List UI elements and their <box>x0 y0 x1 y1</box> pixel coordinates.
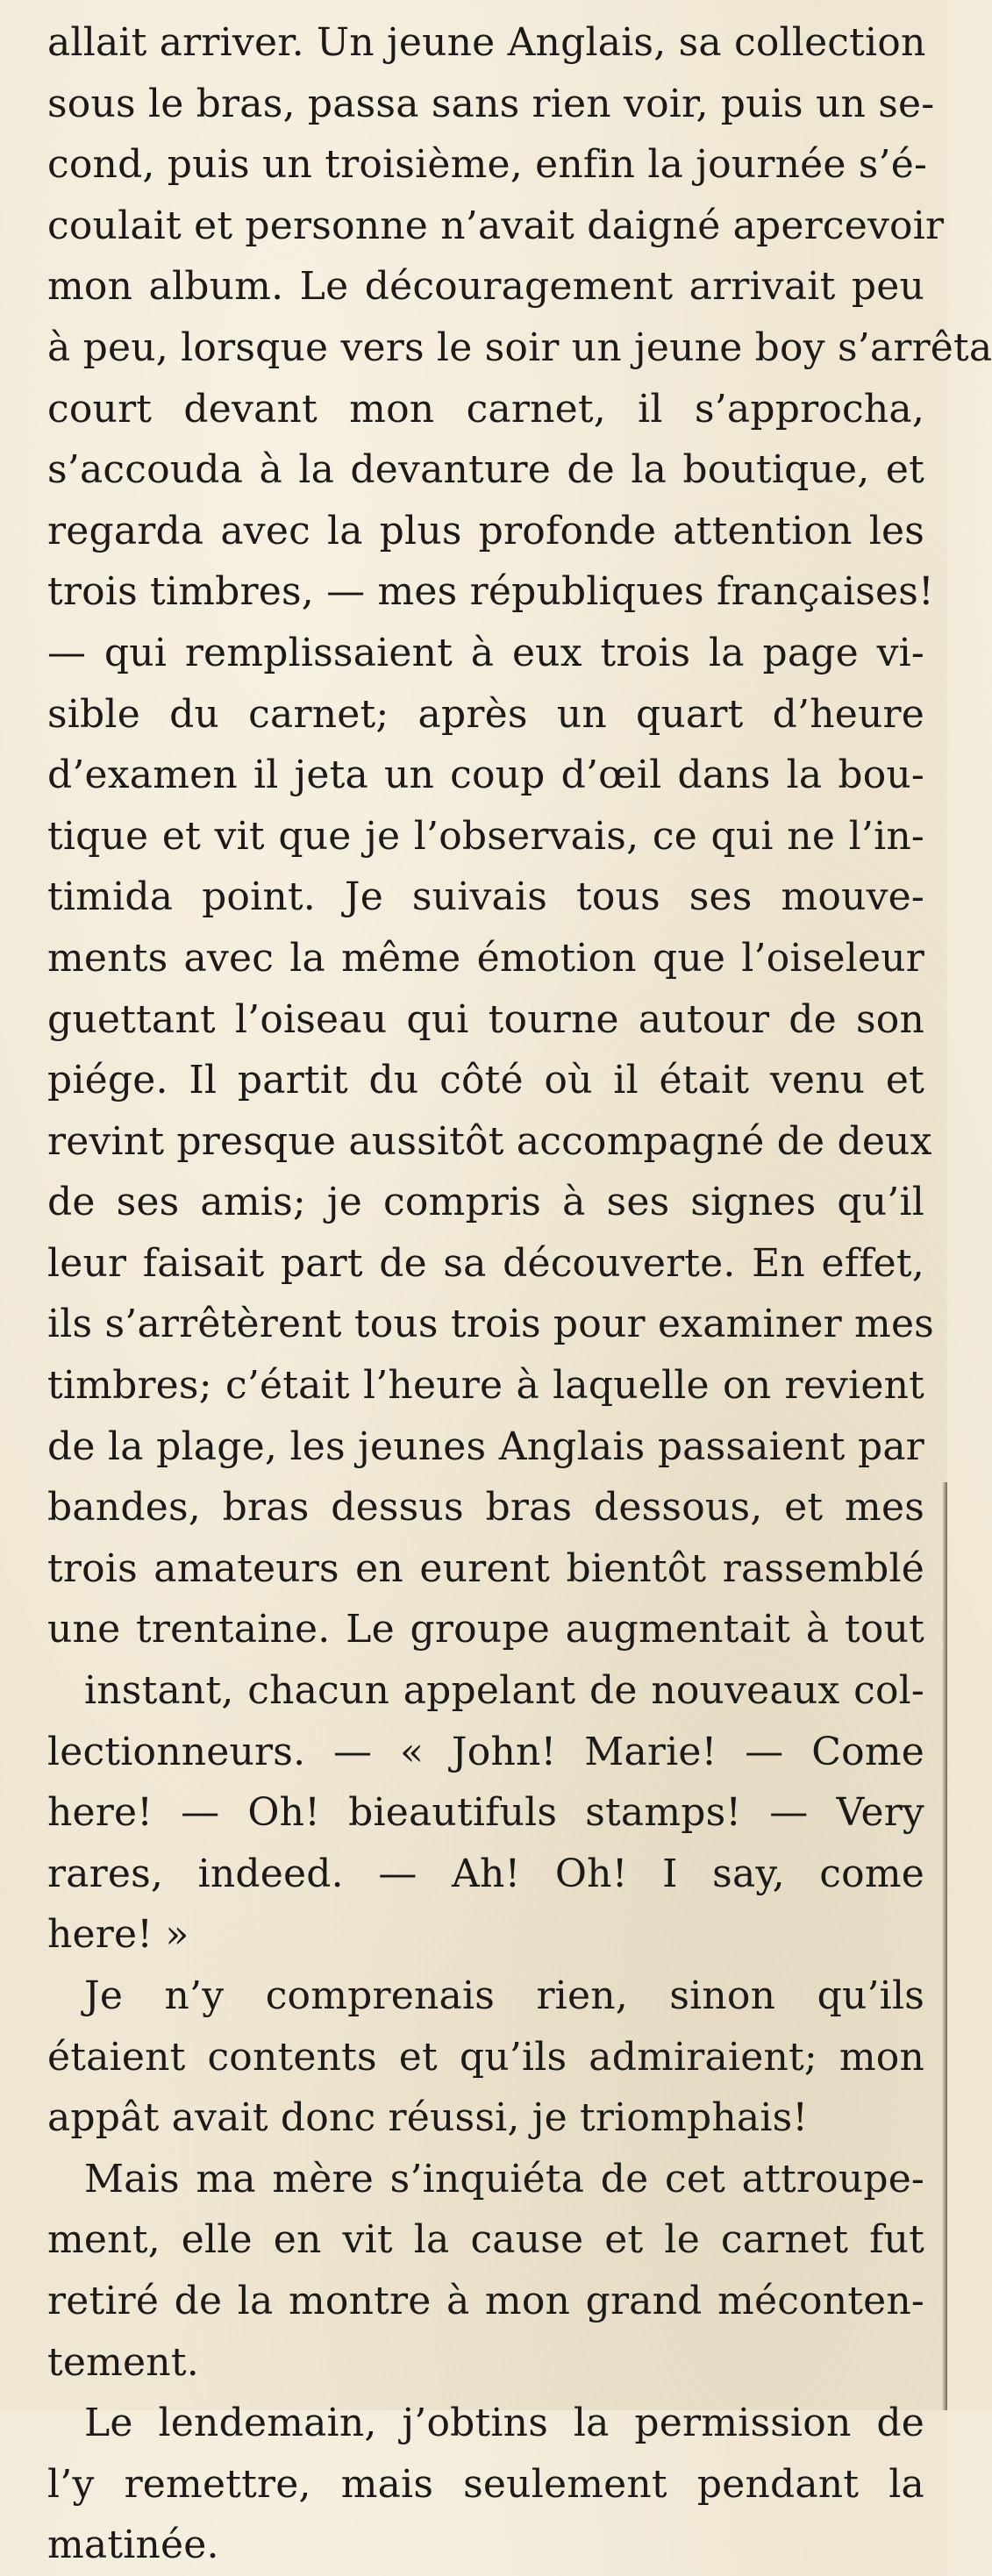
text-line: mon album. Le découragement arrivait peu <box>47 264 924 310</box>
text-line: cond, puis un troisième, enfin la journée s’é- <box>47 142 928 188</box>
text-line: piége. Il partit du côté où il était venu et <box>47 1058 924 1103</box>
text-line: de la plage, les jeunes Anglais passaient par <box>47 1424 924 1469</box>
text-line: ment, elle en vit la cause et le carnet fut <box>47 2217 924 2263</box>
text-line: matinée. <box>47 2522 219 2568</box>
paragraph-3 <box>47 2149 924 2393</box>
text-line: court devant mon carnet, il s’approcha, <box>47 386 924 432</box>
paragraph-4 <box>47 2393 924 2576</box>
page-edge-shadow <box>942 1482 947 2410</box>
text-line: lectionneurs. — « John! Marie! — Come <box>47 1729 924 1774</box>
text-line: à peu, lorsque vers le soir un jeune boy s’arrêta <box>47 325 992 370</box>
text-line: Le lendemain, j’obtins la permission de <box>84 2401 924 2446</box>
text-line: Je n’y comprenais rien, sinon qu’ils <box>84 1973 924 2018</box>
text-line: d’examen il jeta un coup d’œil dans la bou- <box>47 753 924 798</box>
text-line: timida point. Je suivais tous ses mouve- <box>47 874 924 920</box>
text-line: appât avait donc réussi, je triomphais! <box>47 2095 809 2141</box>
text-line: s’accouda à la devanture de la boutique, et <box>47 447 924 493</box>
text-line: leur faisait part de sa découverte. En effet, <box>47 1240 924 1286</box>
text-line: ments avec la même émotion que l’oiseleur <box>47 935 924 981</box>
text-line: here! » <box>47 1912 189 1958</box>
text-line: allait arriver. Un jeune Anglais, sa collection <box>47 20 926 65</box>
text-line: timbres; c’était l’heure à laquelle on revient <box>47 1363 924 1409</box>
text-line: tement. <box>47 2339 199 2385</box>
paragraph-2 <box>47 1966 924 2149</box>
text-line: trois timbres, — mes républiques françaises! <box>47 569 934 615</box>
text-line: instant, chacun appelant de nouveaux col- <box>84 1668 924 1714</box>
text-line: sous le bras, passa sans rien voir, puis un se- <box>47 81 935 126</box>
text-line: étaient contents et qu’ils admiraient; mon <box>47 2034 924 2080</box>
text-line: tique et vit que je l’observais, ce qui ne l’in- <box>47 813 924 859</box>
text-line: rares, indeed. — Ah! Oh! I say, come <box>47 1851 924 1896</box>
text-line: coulait et personne n’avait daigné apercevoir <box>47 203 945 248</box>
text-line: ils s’arrêtèrent tous trois pour examiner mes <box>47 1302 934 1347</box>
text-line: trois amateurs en eurent bientôt rassemblé <box>47 1545 924 1591</box>
text-line: guettant l’oiseau qui tourne autour de son <box>47 996 924 1042</box>
text-line: sible du carnet; après un quart d’heure <box>47 691 924 737</box>
text-line: — qui remplissaient à eux trois la page vi- <box>47 630 924 675</box>
text-line: l’y remettre, mais seulement pendant la <box>47 2461 924 2507</box>
text-line: retiré de la montre à mon grand méconten- <box>47 2278 924 2323</box>
text-line: regarda avec la plus profonde attention les <box>47 508 924 553</box>
text-line: de ses amis; je compris à ses signes qu’il <box>47 1180 924 1225</box>
text-line: here! — Oh! bieautifuls stamps! — Very <box>47 1790 924 1836</box>
text-line: Mais ma mère s’inquiéta de cet attroupe- <box>84 2156 924 2201</box>
text-line: une trentaine. Le groupe augmentait à tout <box>47 1607 924 1652</box>
paragraph-1 <box>47 12 992 1966</box>
text-column <box>47 12 992 2576</box>
text-line: bandes, bras dessus bras dessous, et mes <box>47 1485 924 1531</box>
text-line: revint presque aussitôt accompagné de deux <box>47 1118 932 1164</box>
